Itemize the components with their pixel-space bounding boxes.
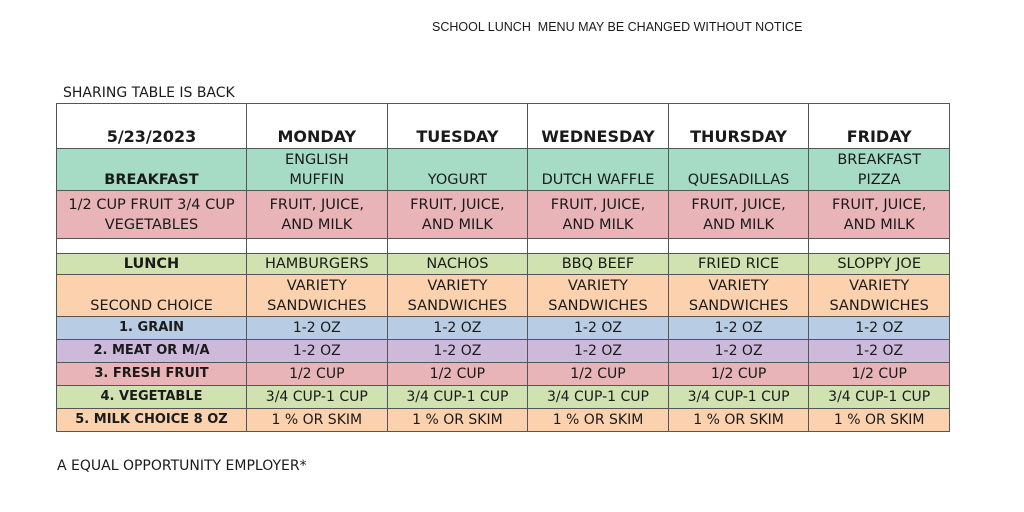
second-choice-wednesday-line1: VARIETY — [567, 278, 629, 294]
fruit-row-wednesday-line2: AND MILK — [562, 216, 634, 233]
vegetable-label: 4. VEGETABLE — [57, 386, 247, 409]
breakfast-monday — [247, 149, 388, 191]
spacer-cell — [809, 239, 950, 254]
lunch-friday: SLOPPY JOE — [809, 254, 950, 275]
grain-row — [57, 317, 950, 340]
spacer-cell — [387, 239, 528, 254]
second-choice-tuesday — [387, 275, 528, 317]
spacer-cell — [247, 239, 388, 254]
day-header-tuesday: TUESDAY — [387, 104, 528, 149]
milk-wednesday: 1 % OR SKIM — [528, 409, 669, 432]
vegetable-monday: 3/4 CUP-1 CUP — [247, 386, 388, 409]
vegetable-tuesday: 3/4 CUP-1 CUP — [387, 386, 528, 409]
meat-thursday: 1-2 OZ — [668, 340, 809, 363]
second-choice-friday-line2: SANDWICHES — [829, 298, 929, 314]
second-choice-wednesday — [528, 275, 669, 317]
fresh-fruit-row — [57, 363, 950, 386]
fruit-row-label — [57, 191, 247, 239]
fresh-fruit-friday: 1/2 CUP — [809, 363, 950, 386]
fruit-row-monday-line2: AND MILK — [281, 216, 353, 233]
milk-thursday: 1 % OR SKIM — [668, 409, 809, 432]
grain-wednesday: 1-2 OZ — [528, 317, 669, 340]
grain-thursday: 1-2 OZ — [668, 317, 809, 340]
fruit-row-friday — [809, 191, 950, 239]
lunch-label: LUNCH — [57, 254, 247, 275]
second-choice-tuesday-line2: SANDWICHES — [407, 298, 508, 314]
second-choice-label: SECOND CHOICE — [57, 275, 247, 317]
breakfast-monday-line1: ENGLISH — [284, 152, 349, 168]
second-choice-monday-line1: VARIETY — [286, 278, 347, 294]
day-header-thursday: THURSDAY — [668, 104, 809, 149]
second-choice-friday — [809, 275, 950, 317]
vegetable-thursday: 3/4 CUP-1 CUP — [668, 386, 809, 409]
header-row — [57, 104, 950, 149]
milk-row — [57, 409, 950, 432]
second-choice-monday-line2: SANDWICHES — [267, 298, 367, 314]
fruit-row-wednesday — [528, 191, 669, 239]
grain-friday: 1-2 OZ — [809, 317, 950, 340]
vegetable-wednesday: 3/4 CUP-1 CUP — [528, 386, 669, 409]
breakfast-thursday-line1: QUESADILLAS — [687, 172, 790, 188]
menu-date: 5/23/2023 — [57, 104, 247, 149]
second-choice-monday — [247, 275, 388, 317]
spacer-row — [57, 239, 950, 254]
fruit-row-tuesday — [387, 191, 528, 239]
second-choice-row — [57, 275, 950, 317]
fruit-row-thursday-line1: FRUIT, JUICE, — [691, 196, 786, 213]
vegetable-friday: 3/4 CUP-1 CUP — [809, 386, 950, 409]
breakfast-monday-line2: MUFFIN — [289, 172, 345, 188]
fruit-row-friday-line1: FRUIT, JUICE, — [831, 196, 927, 213]
meat-monday: 1-2 OZ — [247, 340, 388, 363]
equal-opportunity-footer: A EQUAL OPPORTUNITY EMPLOYER* — [57, 458, 307, 474]
meat-wednesday: 1-2 OZ — [528, 340, 669, 363]
breakfast-tuesday-line1: YOGURT — [427, 172, 487, 188]
fruit-row-wednesday-line1: FRUIT, JUICE, — [550, 196, 646, 213]
fruit-row-monday — [247, 191, 388, 239]
breakfast-thursday — [668, 149, 809, 191]
milk-friday: 1 % OR SKIM — [809, 409, 950, 432]
meat-label: 2. MEAT OR M/A — [57, 340, 247, 363]
fruit-row-tuesday-line2: AND MILK — [421, 216, 493, 233]
spacer-cell — [57, 239, 247, 254]
second-choice-thursday-line2: SANDWICHES — [688, 298, 789, 314]
fruit-row-thursday-line2: AND MILK — [703, 216, 775, 233]
breakfast-row — [57, 149, 950, 191]
day-header-friday: FRIDAY — [809, 104, 950, 149]
meat-row — [57, 340, 950, 363]
grain-tuesday: 1-2 OZ — [387, 317, 528, 340]
second-choice-tuesday-line1: VARIETY — [427, 278, 488, 294]
vegetable-row — [57, 386, 950, 409]
lunch-menu-table — [56, 103, 950, 432]
grain-monday: 1-2 OZ — [247, 317, 388, 340]
fruit-row-friday-line2: AND MILK — [843, 216, 915, 233]
lunch-monday: HAMBURGERS — [247, 254, 388, 275]
day-header-wednesday: WEDNESDAY — [528, 104, 669, 149]
fruit-row-thursday — [668, 191, 809, 239]
breakfast-wednesday-line1: DUTCH WAFFLE — [541, 172, 655, 188]
lunch-wednesday: BBQ BEEF — [528, 254, 669, 275]
spacer-cell — [668, 239, 809, 254]
milk-label: 5. MILK CHOICE 8 OZ — [57, 409, 247, 432]
fresh-fruit-tuesday: 1/2 CUP — [387, 363, 528, 386]
breakfast-friday-line1: BREAKFAST — [837, 152, 921, 168]
second-choice-friday-line1: VARIETY — [849, 278, 910, 294]
fresh-fruit-wednesday: 1/2 CUP — [528, 363, 669, 386]
fruit-row-monday-line1: FRUIT, JUICE, — [269, 196, 365, 213]
spacer-cell — [528, 239, 669, 254]
fruit-row-label-line1: 1/2 CUP FRUIT 3/4 CUP — [68, 196, 235, 213]
second-choice-thursday — [668, 275, 809, 317]
grain-label: 1. GRAIN — [57, 317, 247, 340]
sharing-table-note: SHARING TABLE IS BACK — [63, 85, 235, 101]
lunch-row — [57, 254, 950, 275]
fruit-juice-row — [57, 191, 950, 239]
notice-text: SCHOOL LUNCH MENU MAY BE CHANGED WITHOUT NOTICE — [432, 20, 803, 34]
fresh-fruit-monday: 1/2 CUP — [247, 363, 388, 386]
breakfast-friday — [809, 149, 950, 191]
fruit-row-label-line2: VEGETABLES — [104, 216, 199, 233]
lunch-thursday: FRIED RICE — [668, 254, 809, 275]
breakfast-tuesday — [387, 149, 528, 191]
second-choice-thursday-line1: VARIETY — [708, 278, 769, 294]
breakfast-friday-line2: PIZZA — [857, 172, 901, 188]
meat-tuesday: 1-2 OZ — [387, 340, 528, 363]
milk-tuesday: 1 % OR SKIM — [387, 409, 528, 432]
breakfast-label: BREAKFAST — [57, 149, 247, 191]
meat-friday: 1-2 OZ — [809, 340, 950, 363]
second-choice-wednesday-line2: SANDWICHES — [548, 298, 648, 314]
breakfast-wednesday — [528, 149, 669, 191]
fresh-fruit-thursday: 1/2 CUP — [668, 363, 809, 386]
lunch-tuesday: NACHOS — [387, 254, 528, 275]
milk-monday: 1 % OR SKIM — [247, 409, 388, 432]
fresh-fruit-label: 3. FRESH FRUIT — [57, 363, 247, 386]
day-header-monday: MONDAY — [247, 104, 388, 149]
fruit-row-tuesday-line1: FRUIT, JUICE, — [410, 196, 505, 213]
